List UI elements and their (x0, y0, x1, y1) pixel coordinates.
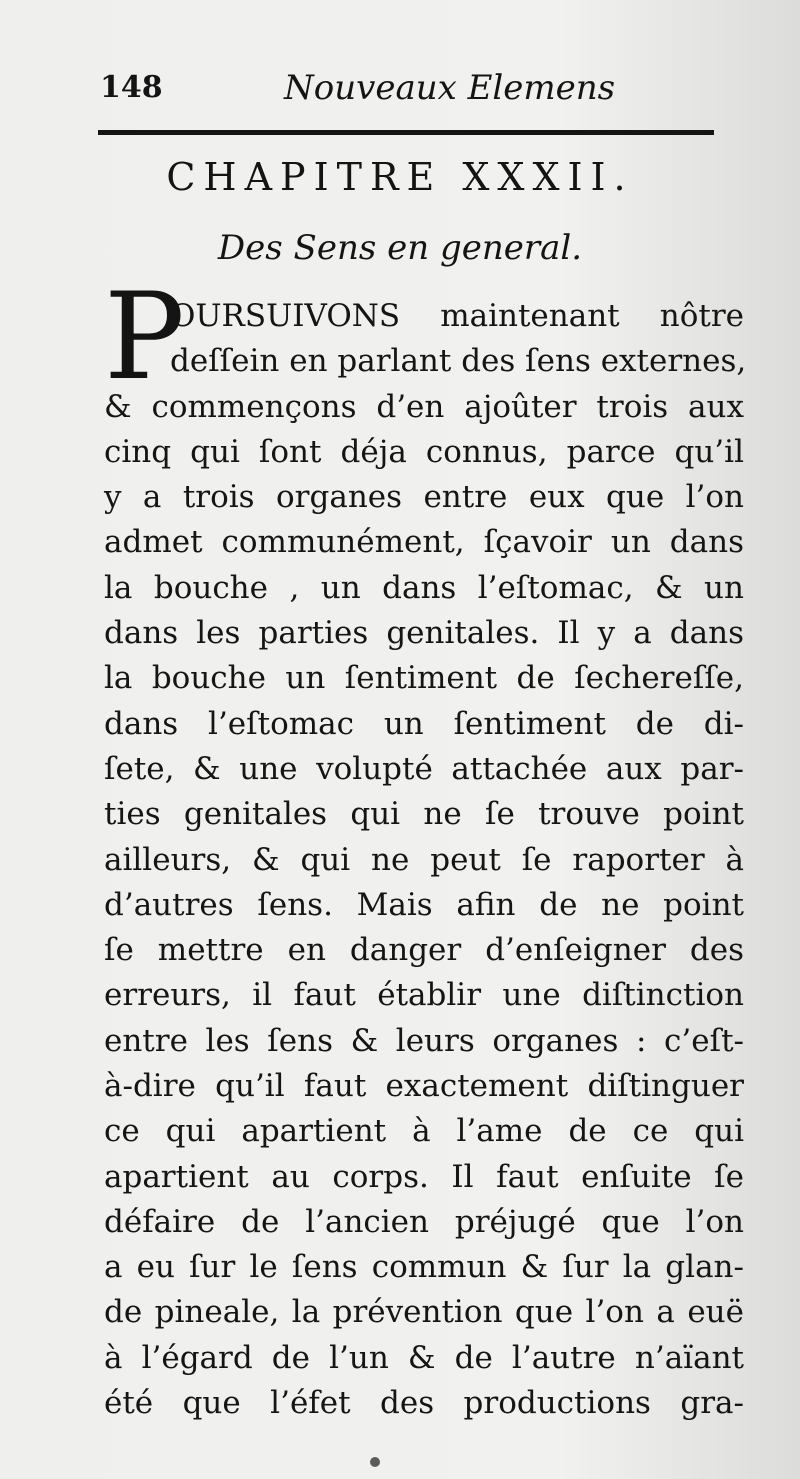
text-line-22: a eu ſur le ſens commun & ſur la glan- (104, 1249, 744, 1285)
text-line-25: été que l’éfet des productions gra- (104, 1385, 744, 1421)
text-line-11: ſete, & une volupté attachée aux par- (104, 751, 744, 787)
running-title: Nouveaux Elemens (284, 68, 616, 108)
text-line-18: à-dire qu’il faut exactement diſtinguer (104, 1068, 744, 1104)
text-line-20: apartient au corps. Il faut enſuite ſe (104, 1159, 744, 1195)
text-line-7: la bouche , un dans l’eſtomac, & un (104, 570, 744, 606)
text-line-12: ties genitales qui ne ſe trouve point (104, 796, 744, 832)
text-line-1: OURSUIVONS maintenant nôtre (170, 298, 744, 334)
text-line-6: admet communément, ſçavoir un dans (104, 524, 744, 560)
page-header (100, 66, 720, 122)
text-line-13: ailleurs, & qui ne peut ſe raporter à (104, 842, 744, 878)
text-line-2: deſſein en parlant des ſens externes, (170, 343, 747, 379)
chapter-title: CHAPITRE XXXII. (166, 155, 634, 199)
text-line-24: à l’égard de l’un & de l’autre n’aïant (104, 1340, 744, 1376)
text-line-4: cinq qui ſont déja connus, parce qu’il (104, 434, 744, 470)
text-line-15: ſe mettre en danger d’enſeigner des (104, 932, 744, 968)
text-line-19: ce qui apartient à l’ame de ce qui (104, 1113, 744, 1149)
text-line-23: de pineale, la prévention que l’on a euë (104, 1294, 744, 1330)
print-mark (370, 1457, 380, 1467)
page-number: 148 (100, 70, 163, 105)
text-line-3: & commençons d’en ajoûter trois aux (104, 389, 744, 425)
text-line-16: erreurs, il faut établir une diſtinction (104, 977, 744, 1013)
text-line-5: y a trois organes entre eux que l’on (104, 479, 744, 515)
text-line-9: la bouche un ſentiment de ſechereſſe, (104, 660, 744, 696)
drop-cap: P (104, 268, 185, 407)
text-line-10: dans l’eſtomac un ſentiment de di- (104, 706, 744, 742)
text-line-21: défaire de l’ancien préjugé que l’on (104, 1204, 744, 1240)
header-rule (98, 130, 714, 135)
text-line-8: dans les parties genitales. Il y a dans (104, 615, 744, 651)
chapter-subtitle: Des Sens en general. (217, 228, 583, 268)
text-line-14: d’autres ſens. Mais afin de ne point (104, 887, 744, 923)
text-line-17: entre les ſens & leurs organes : c’eſt- (104, 1023, 744, 1059)
